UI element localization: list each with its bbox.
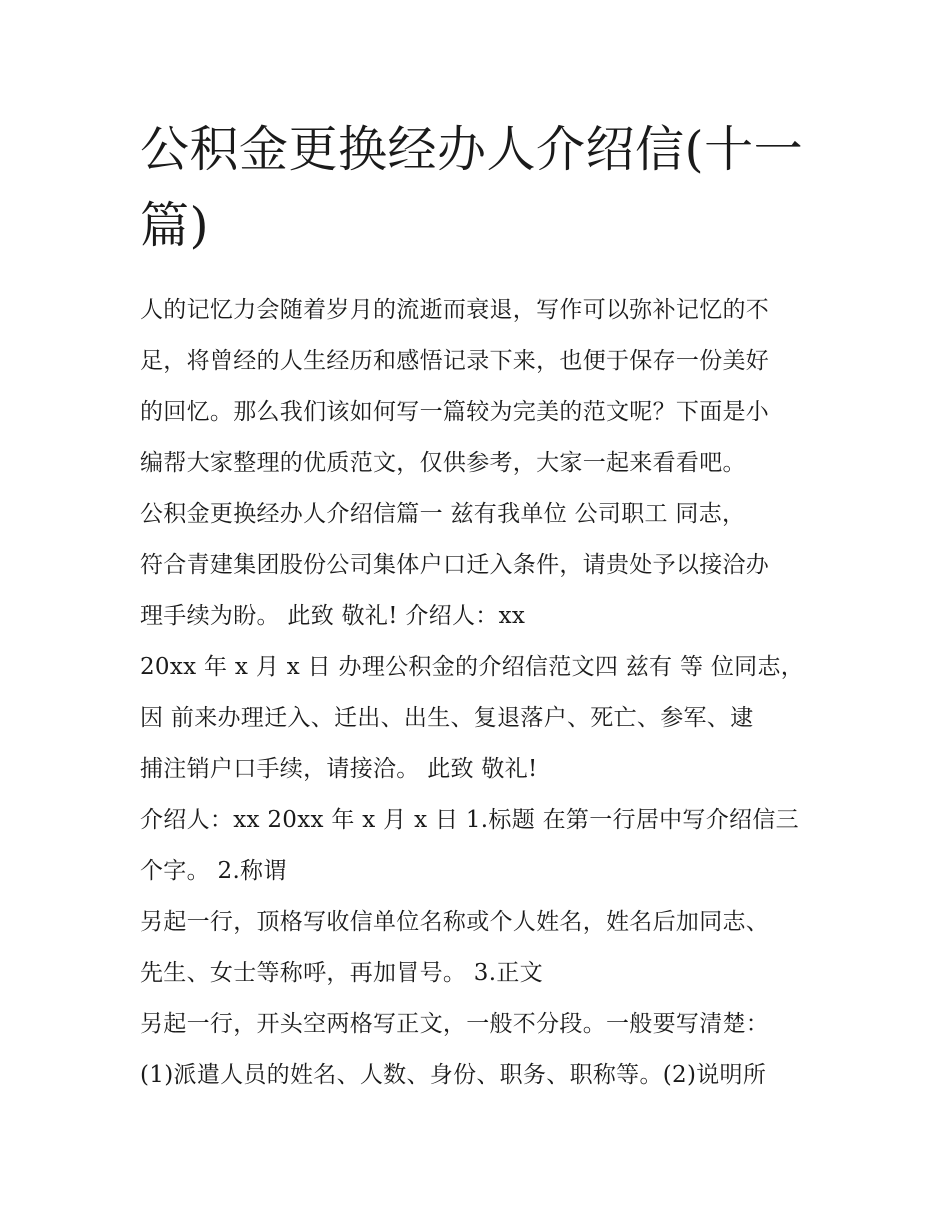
paragraph-format-salutation <box>140 897 812 999</box>
text-line: 捕注销户口手续，请接洽。 此致 敬礼! <box>140 756 538 782</box>
text-line: 的回忆。那么我们该如何写一篇较为完美的范文呢？下面是小 <box>140 399 770 425</box>
text-line: 编帮大家整理的优质范文，仅供参考，大家一起来看看吧。 <box>140 450 746 476</box>
text-line: 人的记忆力会随着岁月的流逝而衰退，写作可以弥补记忆的不 <box>140 297 770 323</box>
document-page <box>140 112 812 1101</box>
text-line: 因 前来办理迁入、迁出、出生、复退落户、死亡、参军、逮 <box>140 705 754 731</box>
text-line: 公积金更换经办人介绍信篇一 兹有我单位 公司职工 同志， <box>140 501 746 527</box>
paragraph-letter-one <box>140 489 812 642</box>
text-line: (1)派遣人员的姓名、人数、身份、职务、职称等。(2)说明所 <box>140 1062 767 1088</box>
title-line: 篇) <box>140 197 210 254</box>
paragraph-intro <box>140 285 812 489</box>
text-line: 介绍人：xx 20xx 年 x 月 x 日 1.标题 在第一行居中写介绍信三 <box>140 807 799 833</box>
text-line: 20xx 年 x 月 x 日 办理公积金的介绍信范文四 兹有 等 位同志， <box>140 654 805 680</box>
text-line: 足，将曾经的人生经历和感悟记录下来，也便于保存一份美好 <box>140 348 770 374</box>
text-line: 理手续为盼。 此致 敬礼! 介绍人：xx <box>140 603 526 629</box>
title-line: 公积金更换经办人介绍信(十一 <box>140 121 804 178</box>
paragraph-format-title <box>140 795 812 897</box>
text-line: 先生、女士等称呼，再加冒号。 3.正文 <box>140 960 543 986</box>
paragraph-letter-four <box>140 642 812 795</box>
paragraph-format-body <box>140 999 812 1101</box>
document-title <box>140 112 812 264</box>
text-line: 另起一行，开头空两格写正文，一般不分段。一般要写清楚： <box>140 1011 770 1037</box>
text-line: 个字。 2.称谓 <box>140 858 287 884</box>
text-line: 符合青建集团股份公司集体户口迁入条件，请贵处予以接洽办 <box>140 552 770 578</box>
text-line: 另起一行，顶格写收信单位名称或个人姓名，姓名后加同志、 <box>140 909 770 935</box>
document-body <box>140 285 812 1101</box>
